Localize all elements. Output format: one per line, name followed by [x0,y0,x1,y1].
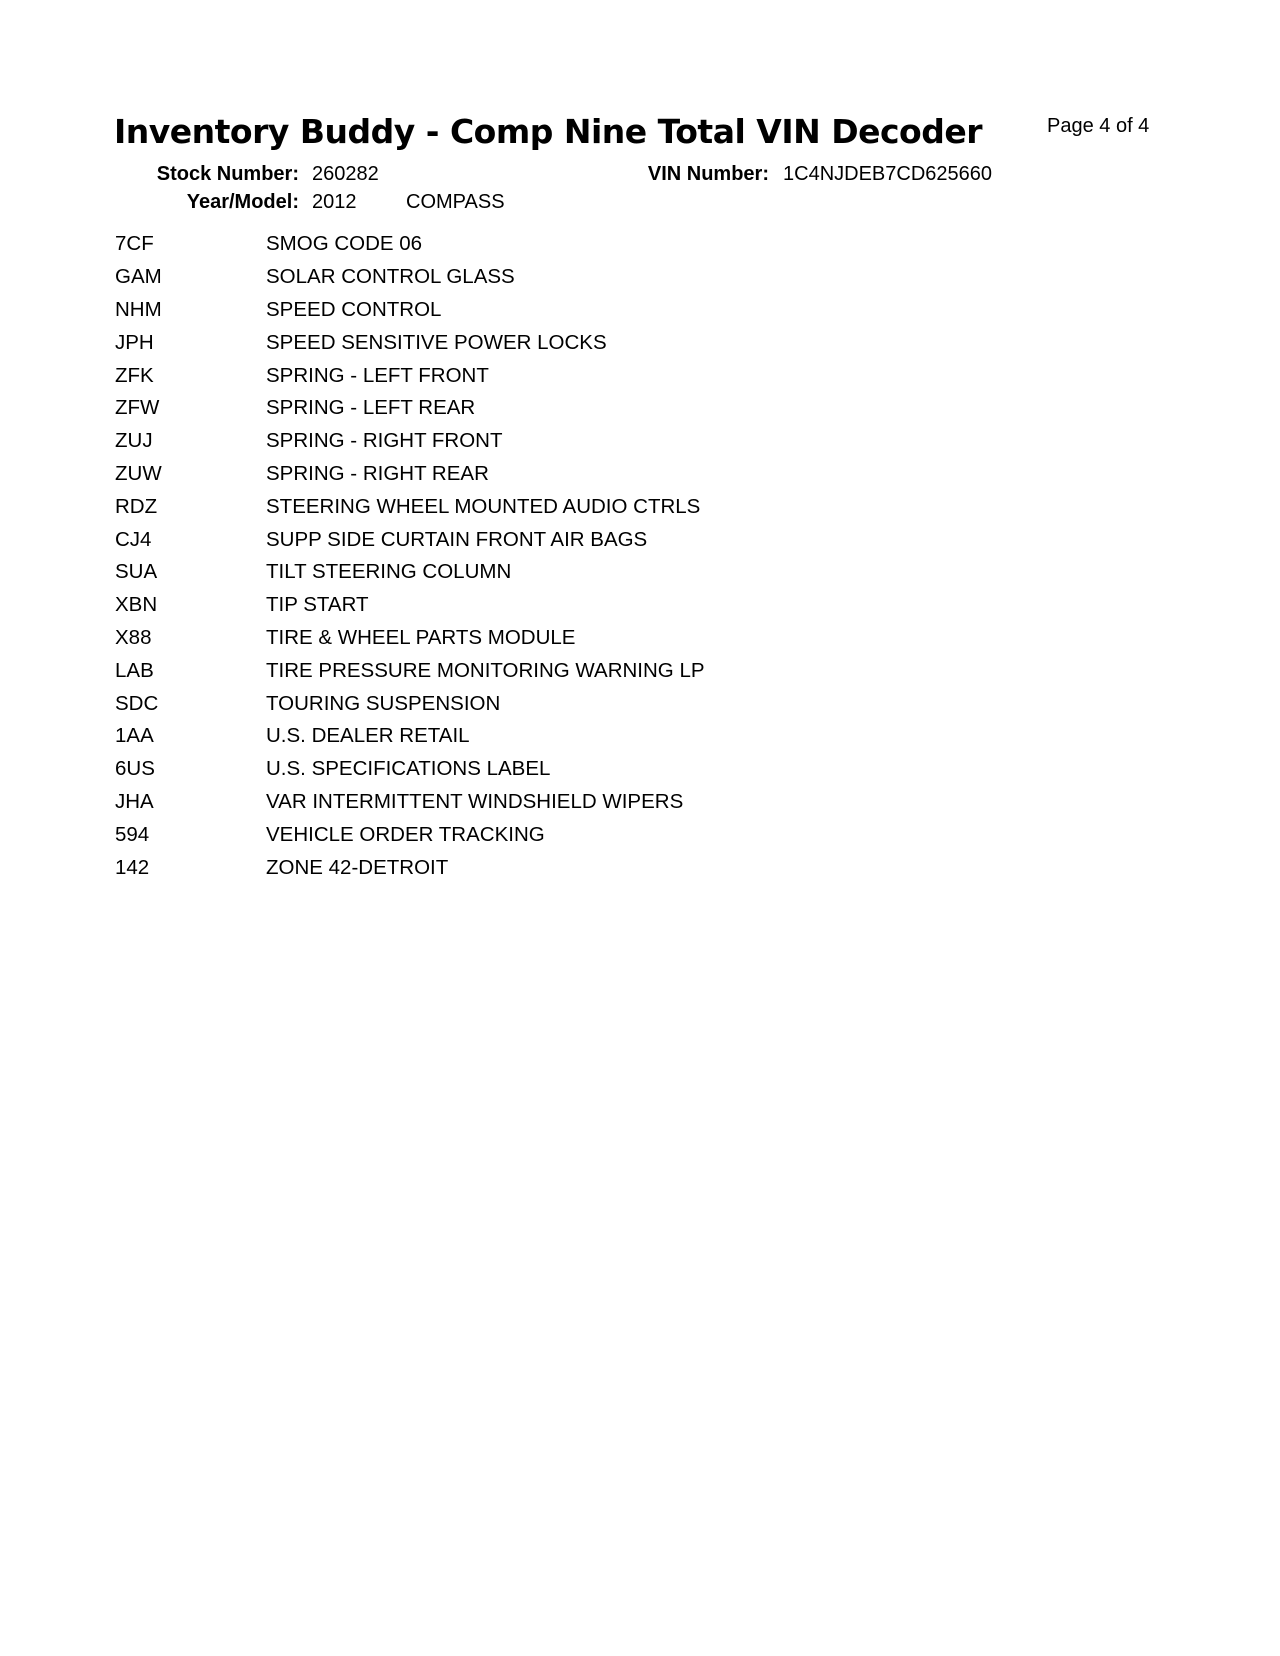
option-code: SUA [115,560,158,584]
option-code: NHM [115,297,162,321]
page-indicator: Page 4 of 4 [1047,115,1150,137]
list-item [115,228,1015,261]
option-code: LAB [115,658,154,682]
option-code: XBN [115,593,158,617]
option-code: GAM [115,265,162,289]
option-description: SMOG CODE 06 [266,232,423,256]
list-item [115,720,1015,753]
option-code: 6US [115,757,155,781]
list-item [115,622,1015,655]
option-code: 1AA [115,724,154,748]
option-description: SPEED SENSITIVE POWER LOCKS [266,330,607,354]
stock-number-label: Stock Number: [156,163,299,185]
option-description: SPRING - LEFT REAR [266,396,476,420]
option-description: STEERING WHEEL MOUNTED AUDIO CTRLS [266,494,701,518]
year-value: 2012 [312,191,357,213]
list-item [115,589,1015,622]
list-item [115,490,1015,523]
option-description: SUPP SIDE CURTAIN FRONT AIR BAGS [266,527,648,551]
report-title: Inventory Buddy - Comp Nine Total VIN Decoder [114,112,982,151]
option-code: SDC [115,691,159,715]
option-description: SPEED CONTROL [266,297,442,321]
list-item [115,786,1015,819]
list-item [115,359,1015,392]
list-item [115,654,1015,687]
option-code: ZUJ [115,429,153,453]
option-code: JPH [115,330,154,354]
option-description: U.S. DEALER RETAIL [266,724,470,748]
option-code: X88 [115,625,152,649]
vin-label: VIN Number: [647,163,769,185]
option-description: TIP START [266,593,369,617]
option-code: ZUW [115,461,162,485]
list-item [115,818,1015,851]
model-value: COMPASS [406,191,505,213]
option-description: VEHICLE ORDER TRACKING [266,822,545,846]
list-item [115,326,1015,359]
option-description: SPRING - LEFT FRONT [266,363,489,387]
option-code: RDZ [115,494,158,518]
option-code: JHA [115,789,154,813]
list-item [115,294,1015,327]
option-description: TOURING SUSPENSION [266,691,501,715]
list-item [115,851,1015,884]
list-item [115,556,1015,589]
option-code: 594 [115,822,150,846]
list-item [115,753,1015,786]
option-code: 142 [115,855,150,879]
vin-value: 1C4NJDEB7CD625660 [783,163,993,185]
option-description: U.S. SPECIFICATIONS LABEL [266,757,551,781]
option-code: ZFK [115,363,154,387]
list-item [115,458,1015,491]
list-item [115,523,1015,556]
year-model-label: Year/Model: [186,191,299,213]
option-code: CJ4 [115,527,152,551]
option-code: 7CF [115,232,154,256]
list-item [115,261,1015,294]
list-item [115,392,1015,425]
option-description: ZONE 42-DETROIT [266,855,449,879]
option-description: TILT STEERING COLUMN [266,560,512,584]
option-code: ZFW [115,396,160,420]
stock-number-value: 260282 [312,163,379,185]
option-description: VAR INTERMITTENT WINDSHIELD WIPERS [266,789,684,813]
option-description: SPRING - RIGHT REAR [266,461,489,485]
list-item [115,425,1015,458]
option-description: TIRE & WHEEL PARTS MODULE [266,625,576,649]
option-description: TIRE PRESSURE MONITORING WARNING LP [266,658,705,682]
list-item [115,687,1015,720]
option-description: SOLAR CONTROL GLASS [266,265,515,289]
option-description: SPRING - RIGHT FRONT [266,429,503,453]
option-code-list [115,228,1015,884]
